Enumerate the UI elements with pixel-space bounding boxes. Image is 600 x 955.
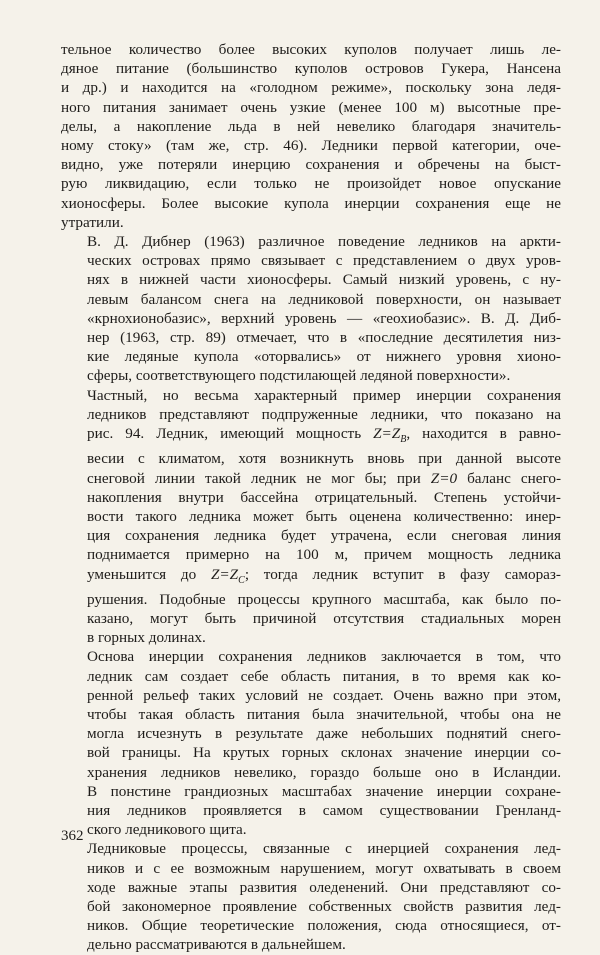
- text-line: Ледниковые процессы, связанные с инерцией сохранения лед-: [87, 840, 561, 858]
- text-line: рушения. Подобные процессы крупного масштаба, как было по-: [87, 590, 561, 608]
- text-line: дяное питание (большинство куполов островов Гукера, Нансена: [61, 60, 561, 78]
- text-line: весии с климатом, хотя возникнуть вновь при данной высоте: [87, 450, 561, 468]
- text-line: видно, уже потеряли инерцию сохранения и обречены на быст-: [61, 156, 561, 174]
- text-line: снеговой линии такой ледник не мог бы; при Z=0 баланс снего-: [87, 469, 562, 487]
- text-line: Частный, но весьма характерный пример инерции сохранения: [87, 386, 561, 404]
- page-number: 362: [61, 828, 84, 844]
- text-line: ния ледников проявляется в самом существовании Гренланд-: [87, 801, 561, 819]
- text-line: ников. Общие теоретические положения, сюда относящиеся, от-: [87, 917, 561, 935]
- text-line: и др.) и находится на «голодном режиме», поскольку зона ледя-: [61, 79, 561, 97]
- text-line: уменьшится до $Z=Z_C$; тогда ледник вступит в фазу самораз-: [87, 565, 561, 586]
- text-line: утратили.: [61, 213, 124, 231]
- text-line: сферы, соответствующего подстилающей ледяной поверхности».: [87, 367, 511, 385]
- text-line: «крнохионобазис», верхний уровень — «геохиобазис». В. Д. Диб-: [87, 309, 561, 327]
- text-line: левым балансом снега на ледниковой поверхности, он называет: [87, 290, 561, 308]
- text-line: рис. 94. Ледник, имеющий мощность $Z=Z_B$, находится в равно-: [87, 425, 562, 446]
- text-line: бой закономерное проявление собственных свойств развития лед-: [87, 898, 561, 915]
- text-line: ному стоку» (там же, стр. 46). Ледники первой категории, оче-: [61, 137, 561, 155]
- text-line: ного питания занимает очень узкие (менее 100 м) высотные пре-: [61, 98, 561, 116]
- text-line: вости такого ледника может быть оценена количественно: инер-: [87, 507, 561, 525]
- text-line: ледников представляют подпруженные ледники, что показано на: [87, 405, 561, 423]
- text-line: казано, могут быть причиной отсутствия стадиальных морен: [87, 609, 561, 627]
- text-line: нях в нижней части хионосферы. Самый низкий уровень, с ну-: [87, 271, 561, 289]
- text-line: могла исчезнуть в результате даже небольших поднятий снего-: [87, 725, 561, 743]
- paragraph: [61, 40, 561, 232]
- text-line: ников и с ее возможным нарушением, могут охватывать в своем: [87, 859, 561, 877]
- text-line: вой границы. На крутых горных склонах значение инерции со-: [87, 744, 561, 762]
- text-line: накопления внутри бассейна отрицательный. Степень устойчи-: [87, 488, 561, 506]
- text-line: ция сохранения ледника будет утрачена, если снеговая линия: [87, 527, 561, 545]
- text-line: рую ликвидацию, если только не произойдет новое опускание: [61, 175, 561, 193]
- text-line: делы, а накопление льда в ней невелико благодаря значитель-: [61, 117, 561, 135]
- text-line: ледник сам создает себе область питания, в то время как ко-: [87, 667, 561, 685]
- paragraph: [61, 386, 561, 648]
- text-line: Основа инерции сохранения ледников заключается в том, что: [87, 648, 561, 666]
- text-line: ческих островах прямо связывает с представлением о двух уров-: [87, 252, 561, 270]
- text-line: хионосферы. Более высокие купола инерции сохранения еще не: [61, 194, 561, 212]
- text-line: дельно рассматриваются в дальнейшем.: [87, 936, 346, 954]
- paragraph: [61, 647, 561, 839]
- text-line: кие ледяные купола «оторвались» от нижнего уровня хионо-: [87, 348, 561, 366]
- text-line: ского ледникового щита.: [87, 821, 247, 839]
- text-line: тельное количество более высоких куполов получает лишь ле-: [61, 41, 561, 58]
- text-line: чтобы такая область питания была значительной, чтобы она не: [87, 705, 561, 723]
- text-line: поднимается примерно на 100 м, причем мощность ледника: [87, 546, 561, 564]
- text-line: В понстине грандиозных масштабах значение инерции сохране-: [87, 782, 561, 800]
- text-line: нер (1963, стр. 89) отмечает, что в «последние десятилетия низ-: [87, 329, 561, 347]
- body-text: [61, 40, 561, 955]
- text-line: ходе важные этапы развития оледенений. Они представляют со-: [87, 878, 561, 896]
- paragraph: [61, 839, 561, 954]
- text-line: ренной рельеф таких условий не создает. Очень важно при этом,: [87, 686, 561, 704]
- text-line: В. Д. Дибнер (1963) различное поведение ледников на аркти-: [87, 233, 561, 251]
- paragraph: [61, 232, 561, 386]
- text-line: в горных долинах.: [87, 629, 206, 647]
- text-line: хранения ледников невелико, гораздо больше оно в Исландии.: [87, 763, 561, 781]
